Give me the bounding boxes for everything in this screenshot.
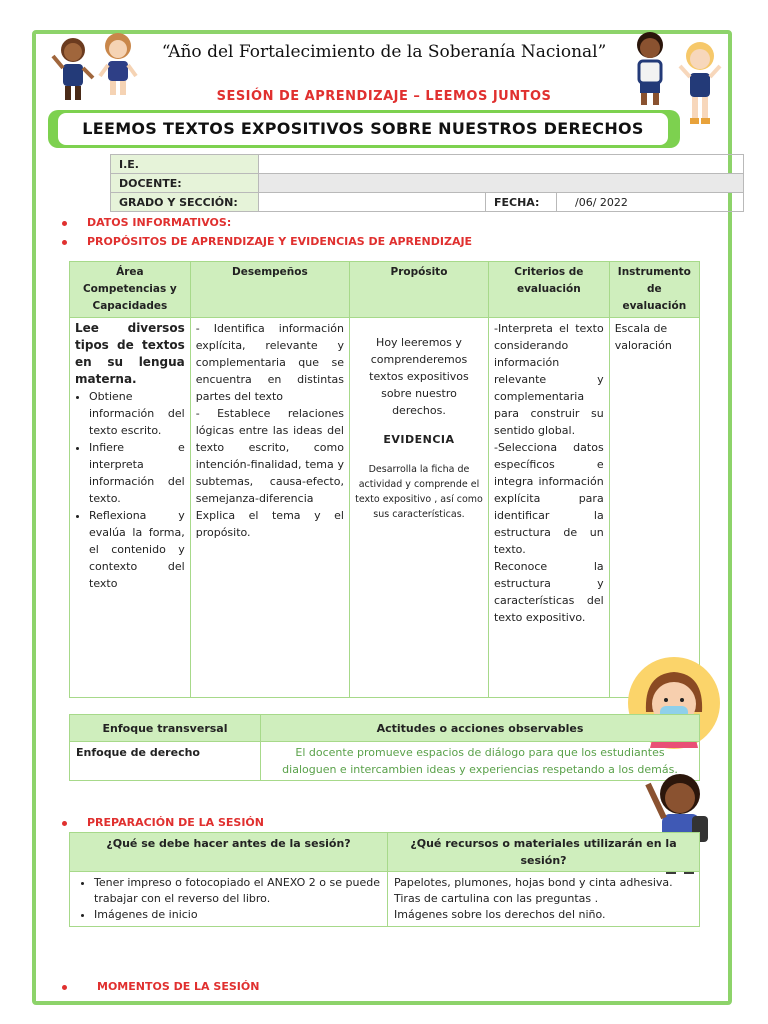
evidencia-text: Desarrolla la ficha de actividad y comprende el texto expositivo , así como sus características. — [355, 464, 483, 520]
area-title: Lee diversos tipos de textos en su lengua materna. — [75, 321, 185, 386]
enfoque-text: El docente promueve espacios de diálogo para que los estudiantes dialoguen e intercambien ideas y experiencias respetando a los demás. — [261, 742, 700, 781]
recurso-item: Imágenes sobre los derechos del niño. — [394, 908, 606, 921]
antes-header: ¿Qué se debe hacer antes de la sesión? — [70, 833, 388, 872]
desempeno-item: - Establece relaciones lógicas entre las ideas del texto escrito, como intención-finalidad, tema y subtemas, causa-efecto, semejanza-diferencia — [195, 407, 344, 505]
section-momentos: MOMENTOS DE LA SESIÓN — [62, 980, 259, 993]
capacidad-item: • Reflexiona y evalúa la forma, el contenido y contexto del texto — [89, 507, 185, 592]
fecha-value: /06/ 2022 — [557, 193, 744, 212]
recursos-header: ¿Qué recursos o materiales utilizarán en la sesión? — [388, 833, 700, 872]
capacidad-item: • Infiere e interpreta información del texto. — [89, 439, 185, 507]
desempeno-extra: Explica el tema y el propósito. — [195, 509, 344, 539]
grado-label: GRADO Y SECCIÓN: — [111, 193, 259, 212]
main-title: LEEMOS TEXTOS EXPOSITIVOS SOBRE NUESTROS DERECHOS — [58, 113, 668, 145]
session-title: SESIÓN DE APRENDIZAJE – LEEMOS JUNTOS — [216, 89, 552, 104]
enfoque-name: Enfoque de derecho — [70, 742, 261, 781]
evidencia-label: EVIDENCIA — [383, 433, 455, 446]
section-propositos: PROPÓSITOS DE APRENDIZAJE Y EVIDENCIAS DE APRENDIZAJE — [62, 235, 472, 248]
criterios-cell — [488, 318, 609, 698]
proposito-text: Hoy leeremos y comprenderemos textos expositivos sobre nuestro derechos. — [369, 336, 469, 417]
fecha-label: FECHA: — [486, 193, 557, 212]
recurso-item: Papelotes, plumones, hojas bond y cinta adhesiva. — [394, 876, 673, 889]
instrumento-cell: Escala de valoración — [609, 318, 699, 698]
actitudes-header: Actitudes o acciones observables — [261, 715, 700, 742]
section-preparacion: PREPARACIÓN DE LA SESIÓN — [62, 816, 264, 829]
antes-item: • Imágenes de inicio — [94, 907, 381, 923]
proposito-cell — [349, 318, 488, 698]
criterio-item: Reconoce la estructura y características del texto expositivo. — [493, 560, 604, 624]
header-desempenos: Desempeños — [190, 262, 349, 318]
enfoque-header: Enfoque transversal — [70, 715, 261, 742]
area-cell — [70, 318, 191, 698]
desempeno-item: - Identifica información explícita, relevante y complementaria que se encuentra en distintas partes del texto — [195, 322, 344, 403]
criterio-item: -Selecciona datos específicos e integra información explícita para identificar la estructura de un texto. — [493, 441, 604, 556]
year-title: “Año del Fortalecimiento de la Soberanía Nacional” — [161, 42, 607, 62]
preparation-table — [69, 832, 700, 927]
antes-cell — [70, 872, 388, 927]
capacidad-item: • Obtiene información del texto escrito. — [89, 388, 185, 439]
grado-value — [259, 193, 486, 212]
info-table — [110, 154, 744, 212]
ie-label: I.E. — [111, 155, 259, 174]
docente-label: DOCENTE: — [111, 174, 259, 193]
antes-item: • Tener impreso o fotocopiado el ANEXO 2 o se puede trabajar con el reverso del libro. — [94, 875, 381, 907]
main-table — [69, 261, 700, 698]
header-criterios: Criterios de evaluación — [488, 262, 609, 318]
header-proposito: Propósito — [349, 262, 488, 318]
enfoque-table — [69, 714, 700, 781]
ie-value — [259, 155, 744, 174]
header-area: Área Competencias y Capacidades — [70, 262, 191, 318]
section-datos: DATOS INFORMATIVOS: — [62, 216, 231, 229]
recurso-item: Tiras de cartulina con las preguntas . — [394, 892, 599, 905]
header-instrumento: Instrumento de evaluación — [609, 262, 699, 318]
docente-value — [259, 174, 744, 193]
desempenos-cell — [190, 318, 349, 698]
recursos-cell — [388, 872, 700, 927]
criterio-item: -Interpreta el texto considerando información relevante y complementaria para construir su sentido global. — [493, 322, 604, 437]
